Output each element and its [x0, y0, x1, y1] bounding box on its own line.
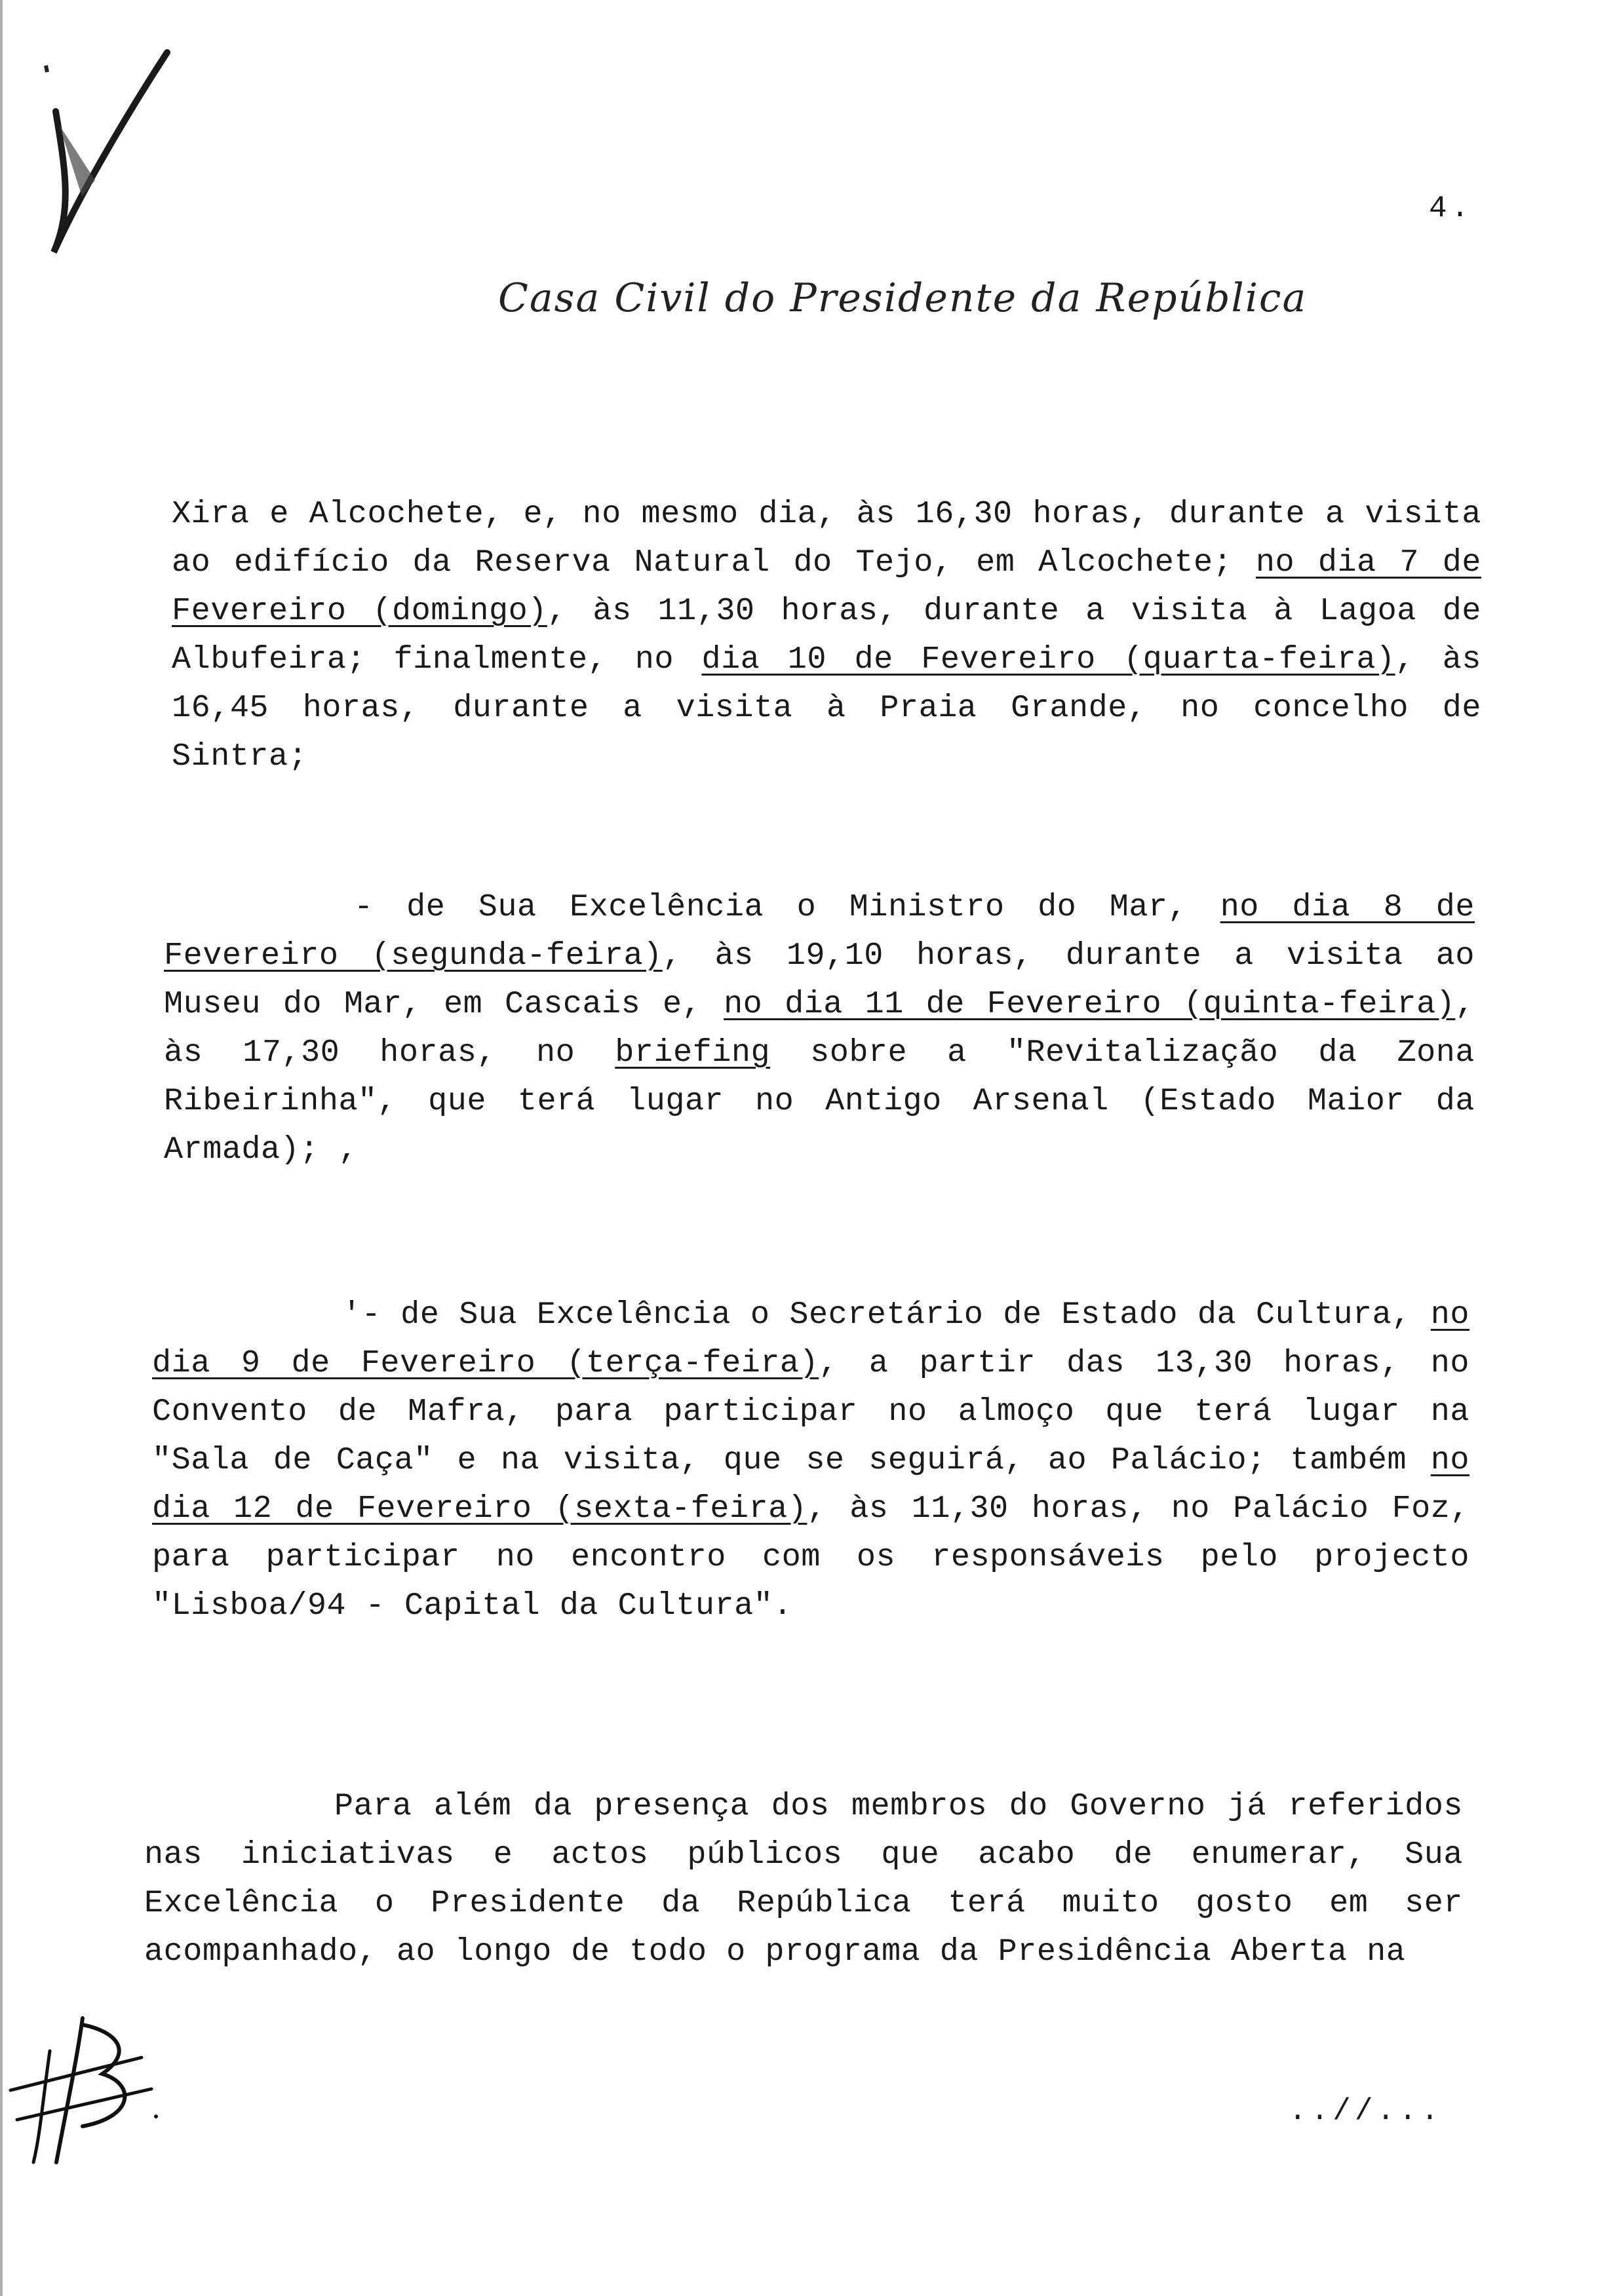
paragraph-1-text-c: , às 16,45 horas, durante a visita à Praia Grande, no concelho de Sintra;: [172, 641, 1482, 775]
paragraph-4-text: Para além da presença dos membros do Governo já referidos nas iniciativas e actos públicos que acabo de enumerar, Sua Excelência o Presidente da República terá muito gosto em ser acompanhado, ao longo de todo o programa da Presidência Aberta na: [144, 1788, 1463, 1970]
paragraph-1-underline-1: no dia 7 de Fevereiro (domingo): [172, 545, 1481, 629]
paragraph-3-text-b: , a partir das 13,30 horas, no Convento de Mafra, para participar no almoço que terá lugar na "Sala de Caça" e na visita, que se seguirá, ao Palácio; também: [152, 1345, 1469, 1478]
paragraph-1-text-b: , às 11,30 horas, durante a visita à Lagoa de Albufeira; finalmente, no: [172, 593, 1481, 678]
page-edge-line: [0, 0, 3, 2296]
check-mark-icon: [33, 26, 177, 262]
paragraph-2-text-a: - de Sua Excelência o Ministro do Mar,: [354, 889, 1220, 925]
paragraph-4: [144, 1782, 1463, 1976]
paragraph-2-text-d: sobre a "Revitalização da Zona Ribeirinha", que terá lugar no Antigo Arsenal (Estado Maior da Armada); ,: [164, 1035, 1475, 1168]
paragraph-1: [172, 490, 1481, 781]
paragraph-1-underline-2: dia 10 de Fevereiro (quarta-feira): [701, 641, 1395, 678]
paragraph-3-underline-2: no dia 12 de Fevereiro (sexta-feira): [152, 1442, 1469, 1527]
paragraph-3-text-c: , às 11,30 horas, no Palácio Foz, para participar no encontro com os responsáveis pelo projecto "Lisboa/94 - Capital da Cultura".: [152, 1491, 1469, 1624]
paragraph-3: [152, 1291, 1469, 1630]
page-number: 4.: [1429, 191, 1473, 225]
continuation-mark: ..//...: [1289, 2094, 1443, 2128]
paragraph-2: [164, 883, 1475, 1174]
paragraph-2-underline-3: briefing: [615, 1035, 771, 1071]
paragraph-2-text-b: , às 19,10 horas, durante a visita ao Museu do Mar, em Cascais e,: [164, 938, 1475, 1022]
letterhead-title: Casa Civil do Presidente da República: [498, 275, 1308, 321]
paragraph-2-underline-1: no dia 8 de Fevereiro (segunda-feira): [164, 889, 1475, 974]
paragraph-3-underline-1: no dia 9 de Fevereiro (terça-feira): [152, 1297, 1469, 1381]
paragraph-1-text-a: Xira e Alcochete, e, no mesmo dia, às 16,30 horas, durante a visita ao edifício da Reserva Natural do Tejo, em Alcochete;: [172, 496, 1481, 581]
paragraph-2-text-c: , às 17,30 horas, no: [164, 986, 1475, 1071]
signature-initials-icon: [4, 2012, 161, 2169]
paragraph-2-underline-2: no dia 11 de Fevereiro (quinta-feira): [724, 986, 1456, 1022]
paragraph-3-text-a: '- de Sua Excelência o Secretário de Estado da Cultura,: [342, 1297, 1431, 1333]
